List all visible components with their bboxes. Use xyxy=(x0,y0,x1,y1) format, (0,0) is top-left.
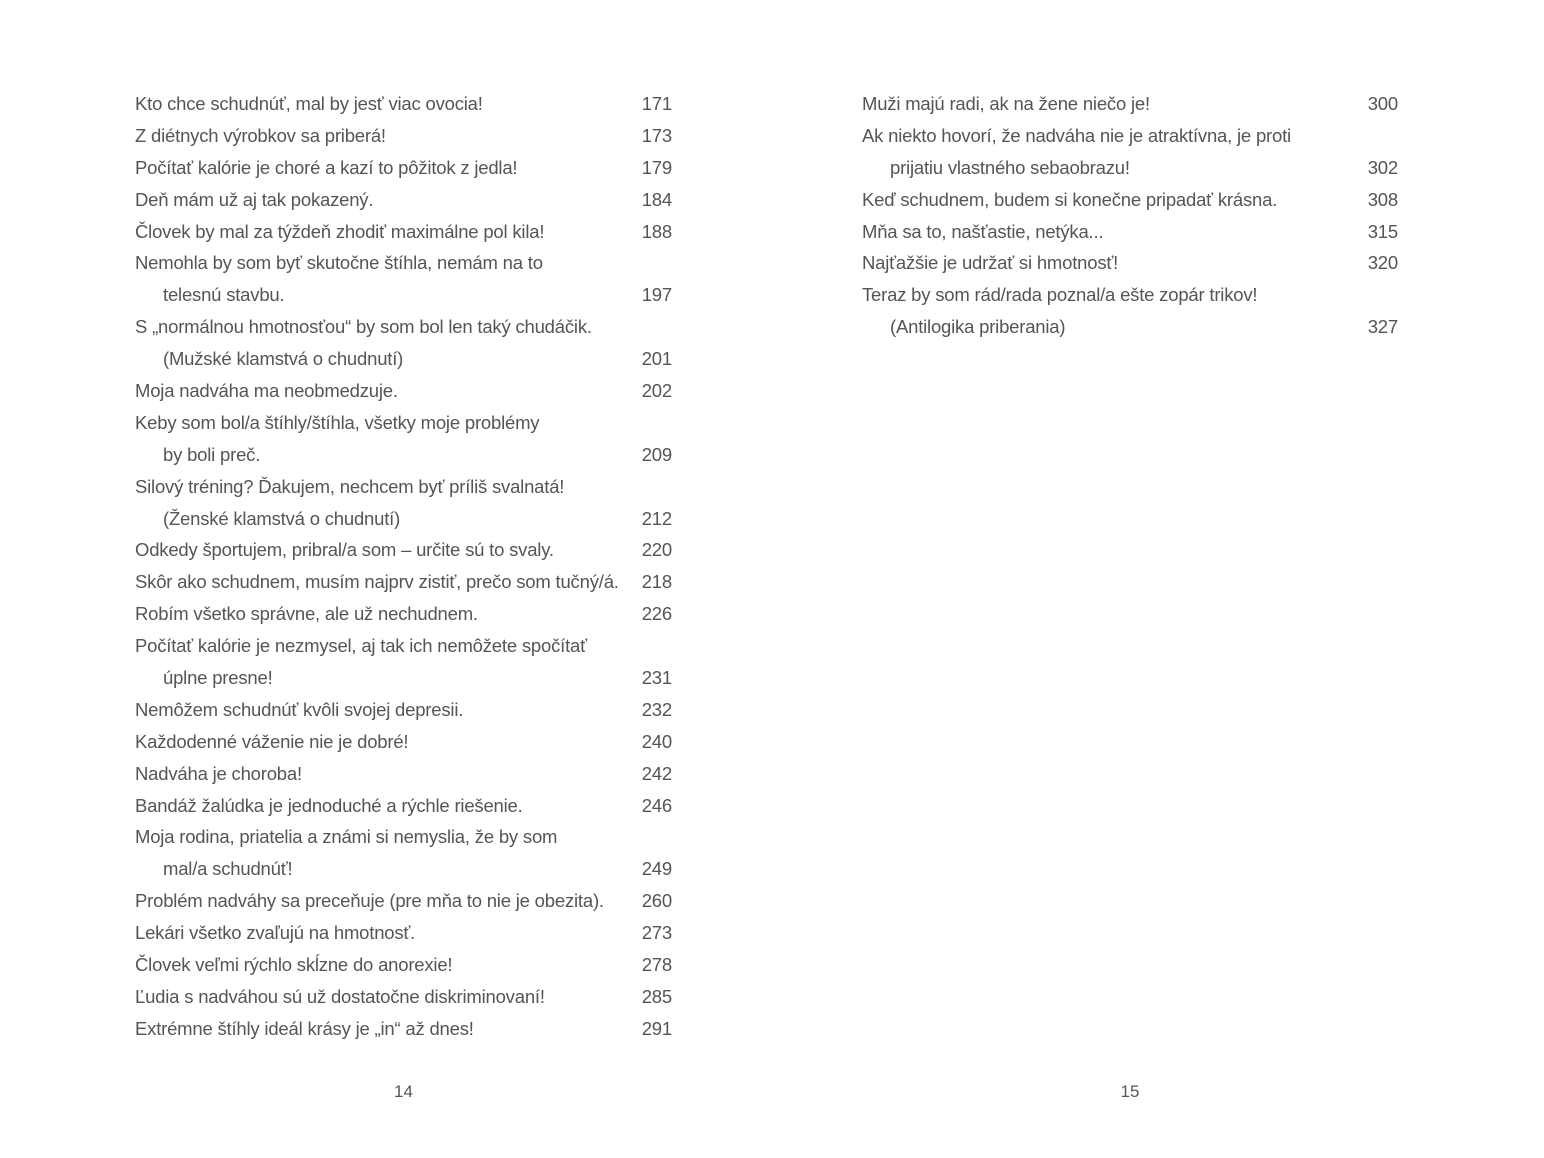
toc-entry-line xyxy=(135,407,672,439)
toc-entry xyxy=(135,758,672,790)
toc-entry-line xyxy=(135,343,672,375)
toc-entry xyxy=(862,247,1398,279)
toc-entry-line xyxy=(135,790,672,822)
toc-entry xyxy=(135,407,672,471)
toc-entry-title: Robím všetko správne, ale už nechudnem. xyxy=(135,603,478,625)
toc-page-number: 285 xyxy=(641,985,672,1007)
toc-page-number: 212 xyxy=(641,507,672,529)
toc-entry xyxy=(135,311,672,375)
toc-entry-line xyxy=(862,216,1398,248)
toc-entry-line xyxy=(135,279,672,311)
toc-entry-line xyxy=(135,88,672,120)
toc-entry-title: Z diétnych výrobkov sa priberá! xyxy=(135,124,386,146)
toc-entry xyxy=(135,1013,672,1045)
toc-entries-left xyxy=(135,88,672,1045)
toc-entry-line xyxy=(135,598,672,630)
toc-entry xyxy=(135,184,672,216)
toc-page-number: 273 xyxy=(641,922,672,944)
toc-entry-line xyxy=(135,566,672,598)
toc-entry-title: Muži majú radi, ak na žene niečo je! xyxy=(862,93,1150,114)
toc-page-right xyxy=(862,88,1398,343)
toc-entry xyxy=(135,566,672,598)
toc-page-number: 320 xyxy=(1367,252,1398,274)
toc-page-number: 249 xyxy=(641,858,672,880)
toc-entry-line xyxy=(135,630,672,662)
toc-entry-line xyxy=(135,439,672,471)
toc-page-number: 242 xyxy=(641,762,672,784)
toc-entry-title: Počítať kalórie je choré a kazí to pôžitok z jedla! xyxy=(135,156,518,178)
toc-entry xyxy=(862,216,1398,248)
toc-entry-line xyxy=(135,821,672,853)
toc-entry xyxy=(135,726,672,758)
toc-entry-title: (Ženské klamstvá o chudnutí) xyxy=(163,507,401,529)
toc-entry xyxy=(862,184,1398,216)
toc-entry-title: Bandáž žalúdka je jednoduché a rýchle riešenie. xyxy=(135,794,523,816)
toc-entry-title: Moja rodina, priatelia a známi si nemyslia, že by som xyxy=(135,826,558,848)
toc-page-number: 218 xyxy=(641,571,672,593)
toc-entry xyxy=(135,694,672,726)
toc-page-number: 240 xyxy=(641,730,672,752)
toc-entry-title: Ak niekto hovorí, že nadváha nie je atraktívna, je proti xyxy=(862,124,1291,146)
toc-entry xyxy=(135,630,672,694)
toc-entry xyxy=(862,88,1398,120)
toc-entry-title: Počítať kalórie je nezmysel, aj tak ich nemôžete spočítať xyxy=(135,635,587,657)
toc-entry xyxy=(135,949,672,981)
toc-entry-line xyxy=(135,216,672,248)
toc-entry xyxy=(862,279,1398,343)
toc-page-number: 226 xyxy=(641,603,672,625)
toc-entry-line xyxy=(135,758,672,790)
toc-page-number: 202 xyxy=(641,380,672,402)
toc-page-number: 171 xyxy=(641,93,672,114)
toc-entry-line xyxy=(135,853,672,885)
toc-page-number: 201 xyxy=(641,348,672,370)
toc-page-number: 231 xyxy=(641,667,672,689)
toc-page-number: 315 xyxy=(1367,220,1398,242)
toc-entry-line xyxy=(135,471,672,503)
toc-page-number: 246 xyxy=(641,794,672,816)
toc-page-number: 260 xyxy=(641,890,672,912)
toc-entry-title: Mňa sa to, našťastie, netýka... xyxy=(862,220,1104,242)
toc-entry-title: (Antilogika priberania) xyxy=(890,316,1066,338)
toc-entry-title: Keď schudnem, budem si konečne pripadať krásna. xyxy=(862,188,1278,210)
toc-entry xyxy=(862,120,1398,184)
toc-page-left xyxy=(135,88,672,1045)
toc-entry-title: Človek veľmi rýchlo skĺzne do anorexie! xyxy=(135,954,453,976)
toc-entry-title: úplne presne! xyxy=(163,667,273,689)
toc-entry-line xyxy=(862,247,1398,279)
toc-entry xyxy=(135,88,672,120)
toc-entry-title: Deň mám už aj tak pokazený. xyxy=(135,188,374,210)
toc-page-number: 291 xyxy=(641,1017,672,1039)
page-number-left: 14 xyxy=(394,1082,413,1101)
toc-entry-title: mal/a schudnúť! xyxy=(163,858,293,880)
toc-entry xyxy=(135,534,672,566)
toc-entry-title: Najťažšie je udržať si hmotnosť! xyxy=(862,252,1119,274)
toc-page-number: 188 xyxy=(641,220,672,242)
toc-entry-title: Nadváha je choroba! xyxy=(135,762,302,784)
toc-entry-line xyxy=(862,184,1398,216)
toc-page-number: 179 xyxy=(641,156,672,178)
toc-entry-line xyxy=(135,247,672,279)
toc-entry-line xyxy=(135,120,672,152)
toc-page-number: 302 xyxy=(1367,156,1398,178)
toc-entry xyxy=(135,598,672,630)
toc-entry-title: Keby som bol/a štíhly/štíhla, všetky moje problémy xyxy=(135,411,540,433)
toc-entry-line xyxy=(862,120,1398,152)
toc-entry-line xyxy=(135,311,672,343)
toc-entry-line xyxy=(862,88,1398,120)
toc-entry-title: Človek by mal za týždeň zhodiť maximálne pol kila! xyxy=(135,220,545,242)
toc-entry-title: Kto chce schudnúť, mal by jesť viac ovocia! xyxy=(135,93,483,114)
toc-entry-line xyxy=(135,662,672,694)
toc-entry-line xyxy=(135,184,672,216)
page-number-right: 15 xyxy=(1120,1082,1140,1101)
toc-entry-title: (Mužské klamstvá o chudnutí) xyxy=(163,348,404,370)
toc-entry-line xyxy=(862,152,1398,184)
toc-entry xyxy=(135,821,672,885)
toc-page-number: 173 xyxy=(641,124,672,146)
toc-entry-title: by boli preč. xyxy=(163,443,261,465)
toc-entry-title: Silový tréning? Ďakujem, nechcem byť príliš svalnatá! xyxy=(135,475,565,497)
toc-entry-line xyxy=(135,503,672,535)
toc-entry-line xyxy=(135,981,672,1013)
toc-entry-line xyxy=(862,311,1398,343)
toc-entry xyxy=(135,471,672,535)
toc-entry-title: telesnú stavbu. xyxy=(163,284,285,306)
toc-entry-line xyxy=(135,949,672,981)
toc-entry xyxy=(135,216,672,248)
toc-entry xyxy=(135,790,672,822)
toc-entry-line xyxy=(135,885,672,917)
toc-entry-title: Skôr ako schudnem, musím najprv zistiť, prečo som tučný/á. xyxy=(135,571,619,593)
toc-entry-title: Nemôžem schudnúť kvôli svojej depresii. xyxy=(135,698,464,720)
toc-entry xyxy=(135,120,672,152)
toc-entry-title: Odkedy športujem, pribral/a som – určite sú to svaly. xyxy=(135,539,554,561)
toc-entry xyxy=(135,917,672,949)
toc-entry-title: Extrémne štíhly ideál krásy je „in“ až dnes! xyxy=(135,1017,474,1039)
toc-entries-right xyxy=(862,88,1398,343)
toc-entry xyxy=(135,981,672,1013)
toc-entry-title: Teraz by som rád/rada poznal/a ešte zopár trikov! xyxy=(862,284,1258,306)
toc-page-number: 300 xyxy=(1367,93,1398,114)
toc-entry-title: prijatiu vlastného sebaobrazu! xyxy=(890,156,1130,178)
toc-page-number: 308 xyxy=(1367,188,1398,210)
toc-entry-line xyxy=(135,152,672,184)
toc-entry-title: Nemohla by som byť skutočne štíhla, nemám na to xyxy=(135,252,543,274)
toc-entry-title: Každodenné váženie nie je dobré! xyxy=(135,730,409,752)
toc-entry xyxy=(135,247,672,311)
toc-entry xyxy=(135,885,672,917)
toc-entry-line xyxy=(135,917,672,949)
toc-entry-line xyxy=(135,726,672,758)
toc-entry-title: Ľudia s nadváhou sú už dostatočne diskriminovaní! xyxy=(135,985,545,1007)
toc-entry xyxy=(135,152,672,184)
toc-entry-title: Problém nadváhy sa preceňuje (pre mňa to nie je obezita). xyxy=(135,890,604,912)
toc-entry-line xyxy=(135,1013,672,1045)
toc-page-number: 232 xyxy=(641,698,672,720)
toc-entry xyxy=(135,375,672,407)
toc-page-number: 184 xyxy=(641,188,672,210)
toc-page-number: 209 xyxy=(641,443,672,465)
toc-page-number: 327 xyxy=(1367,316,1398,338)
toc-page-number: 197 xyxy=(641,284,672,306)
toc-entry-title: Moja nadváha ma neobmedzuje. xyxy=(135,380,398,402)
toc-page-number: 220 xyxy=(641,539,672,561)
toc-entry-title: Lekári všetko zvaľujú na hmotnosť. xyxy=(135,922,416,944)
toc-entry-title: S „normálnou hmotnosťou“ by som bol len taký chudáčik. xyxy=(135,316,592,338)
toc-entry-line xyxy=(135,534,672,566)
toc-entry-line xyxy=(135,694,672,726)
toc-entry-line xyxy=(862,279,1398,311)
toc-entry-line xyxy=(135,375,672,407)
toc-page-number: 278 xyxy=(641,954,672,976)
